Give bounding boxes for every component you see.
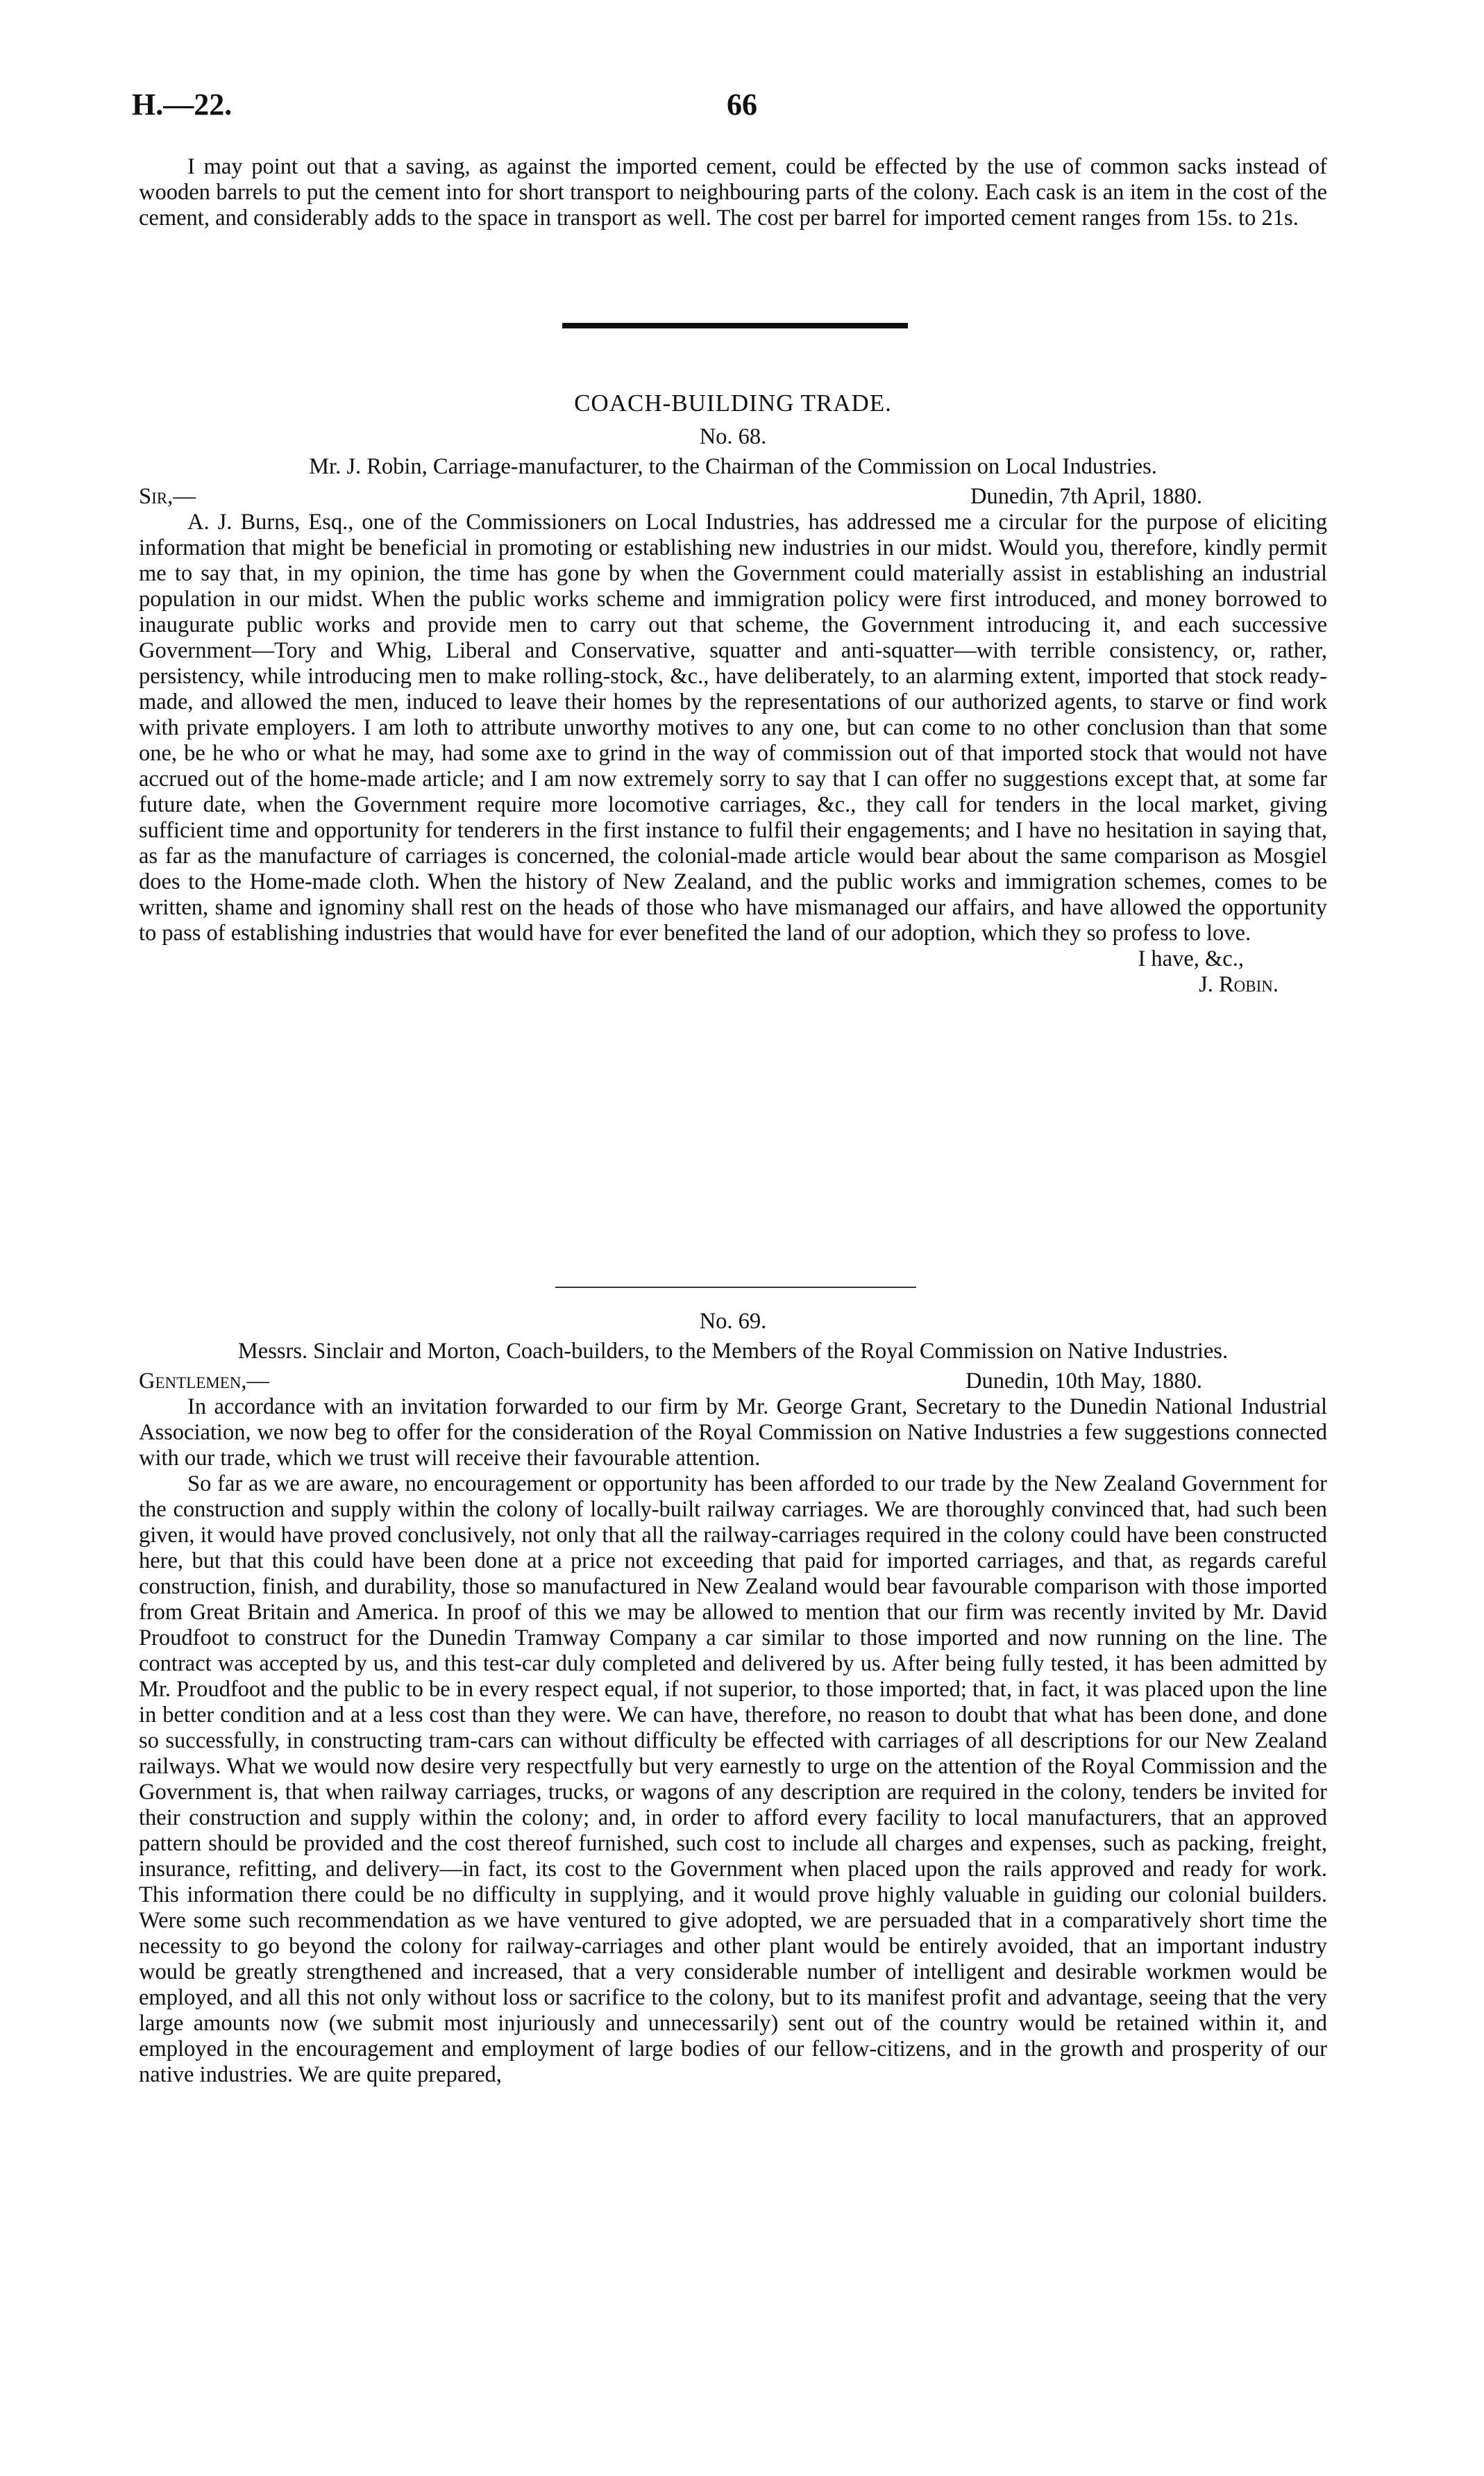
letter-69 xyxy=(139,1309,1327,2088)
section-title: COACH-BUILDING TRADE. xyxy=(574,390,892,417)
page-number: 66 xyxy=(727,87,757,122)
letter-69-number: No. 69. xyxy=(699,1309,767,1334)
letter-68-title: Mr. J. Robin, Carriage-manufacturer, to the Chairman of the Commission on Local Industries. xyxy=(309,454,1157,479)
intro-paragraph: I may point out that a saving, as against the imported cement, could be effected by the use of common sacks instead of wooden barrels to put the cement into for short transport to neighbouring parts of the colony. Each cask is an item in the cost of the cement, and considerably adds to the space in transport as well. The cost per barrel for imported cement ranges from 15s. to 21s. xyxy=(139,154,1327,231)
letter-69-salutation-row xyxy=(139,1369,1327,1394)
letter-68-closing: I have, &c., xyxy=(1138,946,1244,971)
letter-68-signature: J. Robin. xyxy=(1199,972,1279,997)
letter-69-salutation: Gentlemen,— xyxy=(139,1369,270,1394)
letter-69-paragraph-1: In accordance with an invitation forwarded to our firm by Mr. George Grant, Secretary to the Dunedin National Industrial Association, we now beg to offer for the consideration of the Royal Commission on Native Industries a few suggestions connected with our trade, which we trust will receive their favourable attention. xyxy=(139,1394,1327,1471)
running-head: H.—22. xyxy=(132,87,233,122)
letter-68-place-date: Dunedin, 7th April, 1880. xyxy=(970,484,1202,509)
letter-68 xyxy=(139,390,1327,998)
letter-68-salutation-row xyxy=(139,484,1327,510)
letter-68-body: A. J. Burns, Esq., one of the Commissioners on Local Industries, has addressed me a circular for the purpose of eliciting information that might be beneficial in promoting or establishing new industries in our midst. Would you, therefore, kindly permit me to say that, in my opinion, the time has gone by when the Government could materially assist in establishing an industrial population in our midst. When the public works scheme and immigration policy were first introduced, and money borrowed to inaugurate public works and provide men to carry out that scheme, the Government introducing it, and each successive Government—Tory and Whig, Liberal and Conservative, squatter and anti-squatter—with terrible consistency, or, rather, persistency, while introducing men to make rolling-stock, &c., have deliberately, to an alarming extent, imported that stock ready-made, and allowed the men, induced to leave their homes by the representations of our authorized agents, to starve or find work with private employers. I am loth to attribute unworthy motives to any one, but can come to no other conclusion than that some one, be he who or what he may, had some axe to grind in the way of commission out of that imported stock that would not have accrued out of the home-made article; and I am now extremely sorry to say that I can offer no suggestions except that, at some far future date, when the Government require more locomotive carriages, &c., they call for tenders in the local market, giving sufficient time and opportunity for tenderers in the first instance to fulfil their engagements; and I have no hesitation in saying that, as far as the manufacture of carriages is concerned, the colonial-made article would bear about the same comparison as Mosgiel does to the Home-made cloth. When the history of New Zealand, and the public works and immigration schemes, comes to be written, shame and ignominy shall rest on the heads of those who have mismanaged our affairs, and have allowed the opportunity to pass of establishing industries that would have for ever benefited the land of our adoption, which they so profess to love. xyxy=(139,510,1327,946)
letter-68-salutation: Sir,— xyxy=(139,484,196,509)
letter-68-number: No. 68. xyxy=(699,424,767,449)
letter-69-place-date: Dunedin, 10th May, 1880. xyxy=(966,1369,1202,1394)
letter-divider xyxy=(555,1287,916,1288)
page-header xyxy=(125,87,1359,128)
letter-69-paragraph-2: So far as we are aware, no encouragement or opportunity has been afforded to our trade by the New Zealand Government for the construction and supply within the colony of locally-built railway carriages. We are thoroughly convinced that, had such been given, it would have proved conclusively, not only that all the railway-carriages required in the colony could have been constructed here, but that this could have been done at a price not exceeding that paid for imported carriages, and that, as regards careful construction, finish, and durability, those so manufactured in New Zealand would bear favourable comparison with those imported from Great Britain and America. In proof of this we may be allowed to mention that our firm was recently invited by Mr. David Proudfoot to construct for the Dunedin Tramway Company a car similar to those imported and now running on the line. The contract was accepted by us, and this test-car duly completed and delivered by us. After being fully tested, it has been admitted by Mr. Proudfoot and the public to be in every respect equal, if not superior, to those imported; that, in fact, it was placed upon the line in better condition and at a less cost than they were. We can have, therefore, no reason to doubt that what has been done, and done so successfully, in constructing tram-cars can without difficulty be effected with carriages of all descriptions for our New Zealand railways. What we would now desire very respectfully but very earnestly to urge on the attention of the Royal Commission and the Government is, that when railway carriages, trucks, or wagons of any description are required in the colony, tenders be invited for their construction and supply within the colony; and, in order to afford every facility to local manufacturers, that an approved pattern should be provided and the cost thereof furnished, such cost to include all charges and expenses, such as packing, freight, insurance, refitting, and delivery—in fact, its cost to the Government when placed upon the rails approved and ready for work. This information there could be no difficulty in supplying, and it would prove highly valuable in guiding our colonial builders. Were some such recommendation as we have ventured to give adopted, we are persuaded that in a comparatively short time the necessity to go beyond the colony for railway-carriages and other plant would be entirely avoided, that an important industry would be greatly strengthened and increased, that a very considerable number of intelligent and desirable workmen would be employed, and all this not only without loss or sacrifice to the colony, but to its manifest profit and advantage, seeing that the very large amounts now (we submit most injuriously and unnecessarily) sent out of the country would be retained within it, and employed in the encouragement and employment of large bodies of our fellow-citizens, and in the growth and prosperity of our native industries. We are quite prepared, xyxy=(139,1471,1327,2087)
intro-block xyxy=(139,154,1327,231)
section-divider-heavy xyxy=(562,323,908,328)
letter-69-title: Messrs. Sinclair and Morton, Coach-builders, to the Members of the Royal Commission on Native Industries. xyxy=(237,1339,1229,1364)
